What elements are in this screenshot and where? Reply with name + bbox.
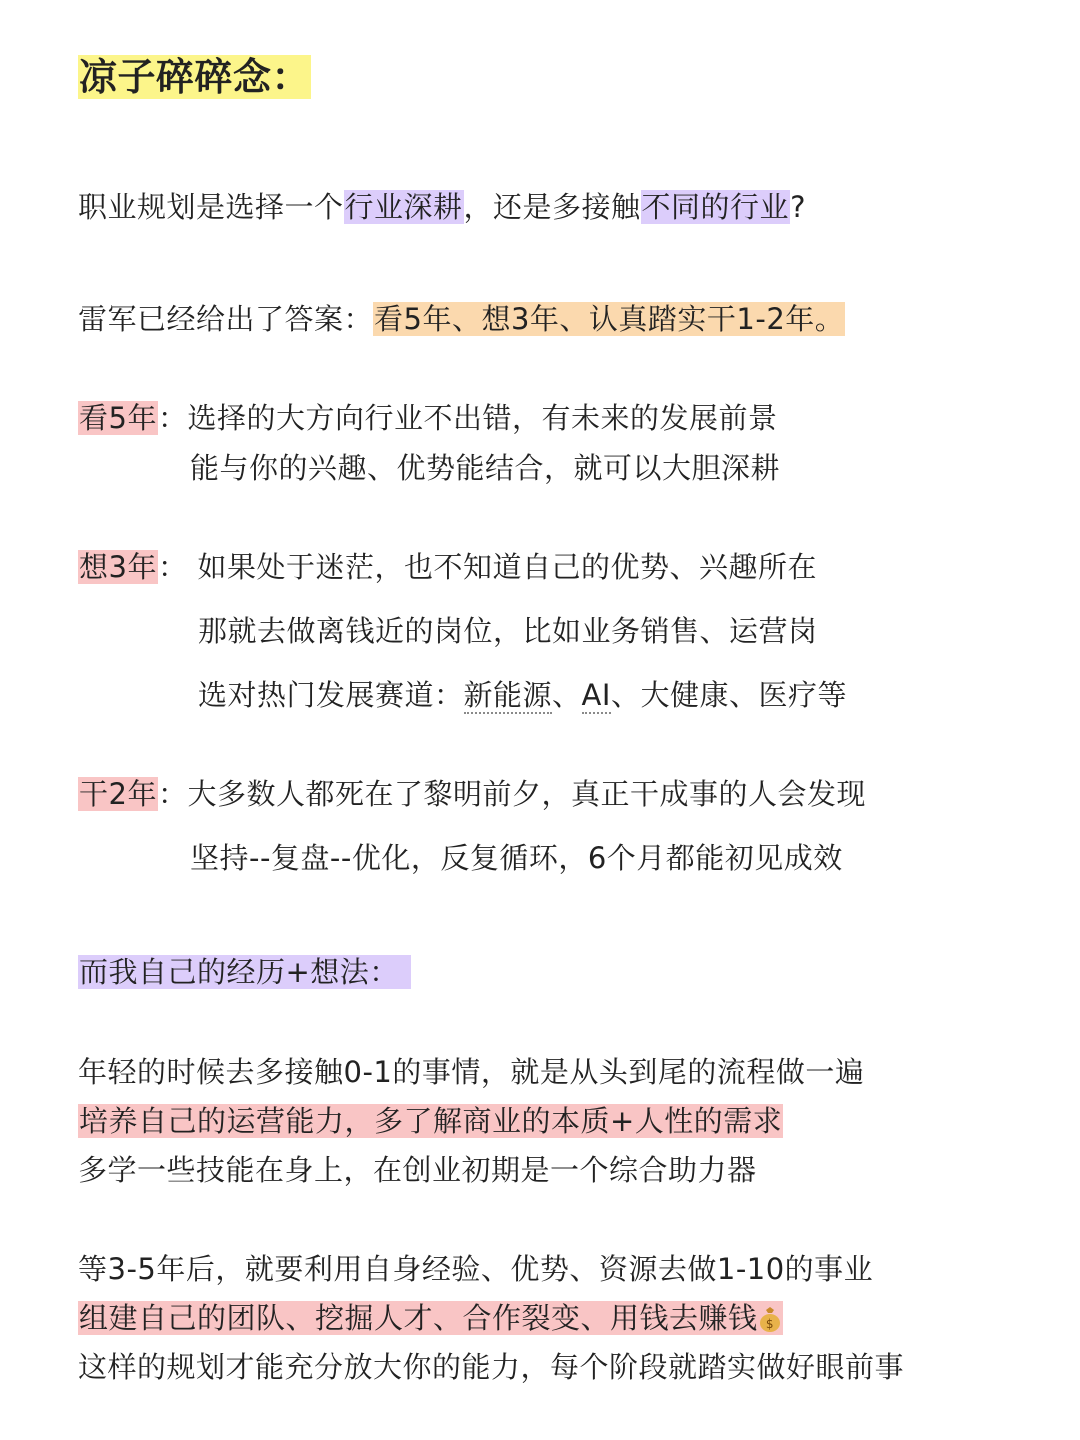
answer-line — [78, 297, 845, 341]
paragraph-1-line-1 — [78, 1050, 864, 1094]
my-experience-heading-text: 而我自己的经历+想法： — [78, 955, 411, 989]
question-highlight-1: 行业深耕 — [344, 190, 463, 224]
section-2-text-1: 如果处于迷茫，也不知道自己的优势、兴趣所在 — [197, 550, 817, 584]
section-3-colon: ： — [157, 777, 188, 811]
section-2-line-3 — [198, 673, 847, 717]
page-title — [78, 48, 311, 106]
section-1-label: 看5年 — [79, 401, 157, 435]
section-2-line-1 — [78, 545, 817, 589]
paragraph-2-highlight — [78, 1301, 783, 1335]
section-2-colon: ： — [157, 550, 188, 584]
question-text-1: 职业规划是选择一个 — [78, 190, 344, 224]
section-1-text-1: 选择的大方向行业不出错，有未来的发展前景 — [187, 401, 778, 435]
paragraph-1-line-2 — [78, 1099, 783, 1143]
section-1-text-2: 能与你的兴趣、优势能结合，就可以大胆深耕 — [190, 451, 781, 485]
section-3-line-1 — [78, 772, 866, 816]
paragraph-2-text-3: 这样的规划才能充分放大你的能力，每个阶段就踏实做好眼前事 — [78, 1350, 905, 1384]
svg-text:$: $ — [765, 1317, 774, 1331]
section-2-text-3e: 、大健康、医疗等 — [610, 678, 847, 712]
question-line — [78, 185, 806, 229]
section-3-line-2 — [190, 836, 843, 880]
section-1-line-1 — [78, 396, 777, 440]
paragraph-1-text-1: 年轻的时候去多接触0-1的事情，就是从头到尾的流程做一遍 — [78, 1055, 865, 1089]
page-title-text: 凉子碎碎念： — [79, 55, 311, 99]
section-2-text-3a: 选对热门发展赛道： — [198, 678, 464, 712]
section-2-link-new-energy[interactable]: 新能源 — [463, 678, 553, 712]
answer-highlight: 看5年、想3年、认真踏实干1-2年。 — [374, 302, 845, 336]
paragraph-2-text-1: 等3-5年后，就要利用自身经验、优势、资源去做1-10的事业 — [78, 1252, 874, 1286]
section-2-text-3c: 、 — [552, 678, 582, 712]
paragraph-2-line-3 — [78, 1345, 904, 1389]
paragraph-1-highlight: 培养自己的运营能力，多了解商业的本质+人性的需求 — [79, 1104, 783, 1138]
section-3-text-1: 大多数人都死在了黎明前夕，真正干成事的人会发现 — [187, 777, 866, 811]
paragraph-1-line-3 — [78, 1148, 757, 1192]
section-2-label: 想3年 — [79, 550, 157, 584]
section-3-text-2: 坚持--复盘--优化，反复循环，6个月都能初见成效 — [190, 841, 843, 875]
section-2-link-ai[interactable]: AI — [581, 678, 611, 712]
paragraph-1-text-3: 多学一些技能在身上，在创业初期是一个综合助力器 — [78, 1153, 757, 1187]
question-text-3: ? — [790, 190, 806, 224]
section-2-line-2 — [198, 609, 818, 653]
paragraph-2-line-1 — [78, 1247, 873, 1291]
answer-text: 雷军已经给出了答案： — [78, 302, 374, 336]
question-highlight-2: 不同的行业 — [641, 190, 790, 224]
paragraph-2-highlight-text: 组建自己的团队、挖掘人才、合作裂变、用钱去赚钱 — [79, 1301, 758, 1335]
section-2-text-2: 那就去做离钱近的岗位，比如业务销售、运营岗 — [198, 614, 818, 648]
section-1-colon: ： — [157, 401, 188, 435]
question-text-2: ，还是多接触 — [463, 190, 641, 224]
money-bag-icon — [758, 1306, 782, 1332]
section-1-line-2 — [190, 446, 780, 490]
section-3-label: 干2年 — [79, 777, 157, 811]
my-experience-heading — [78, 950, 411, 994]
paragraph-2-line-2 — [78, 1296, 783, 1340]
